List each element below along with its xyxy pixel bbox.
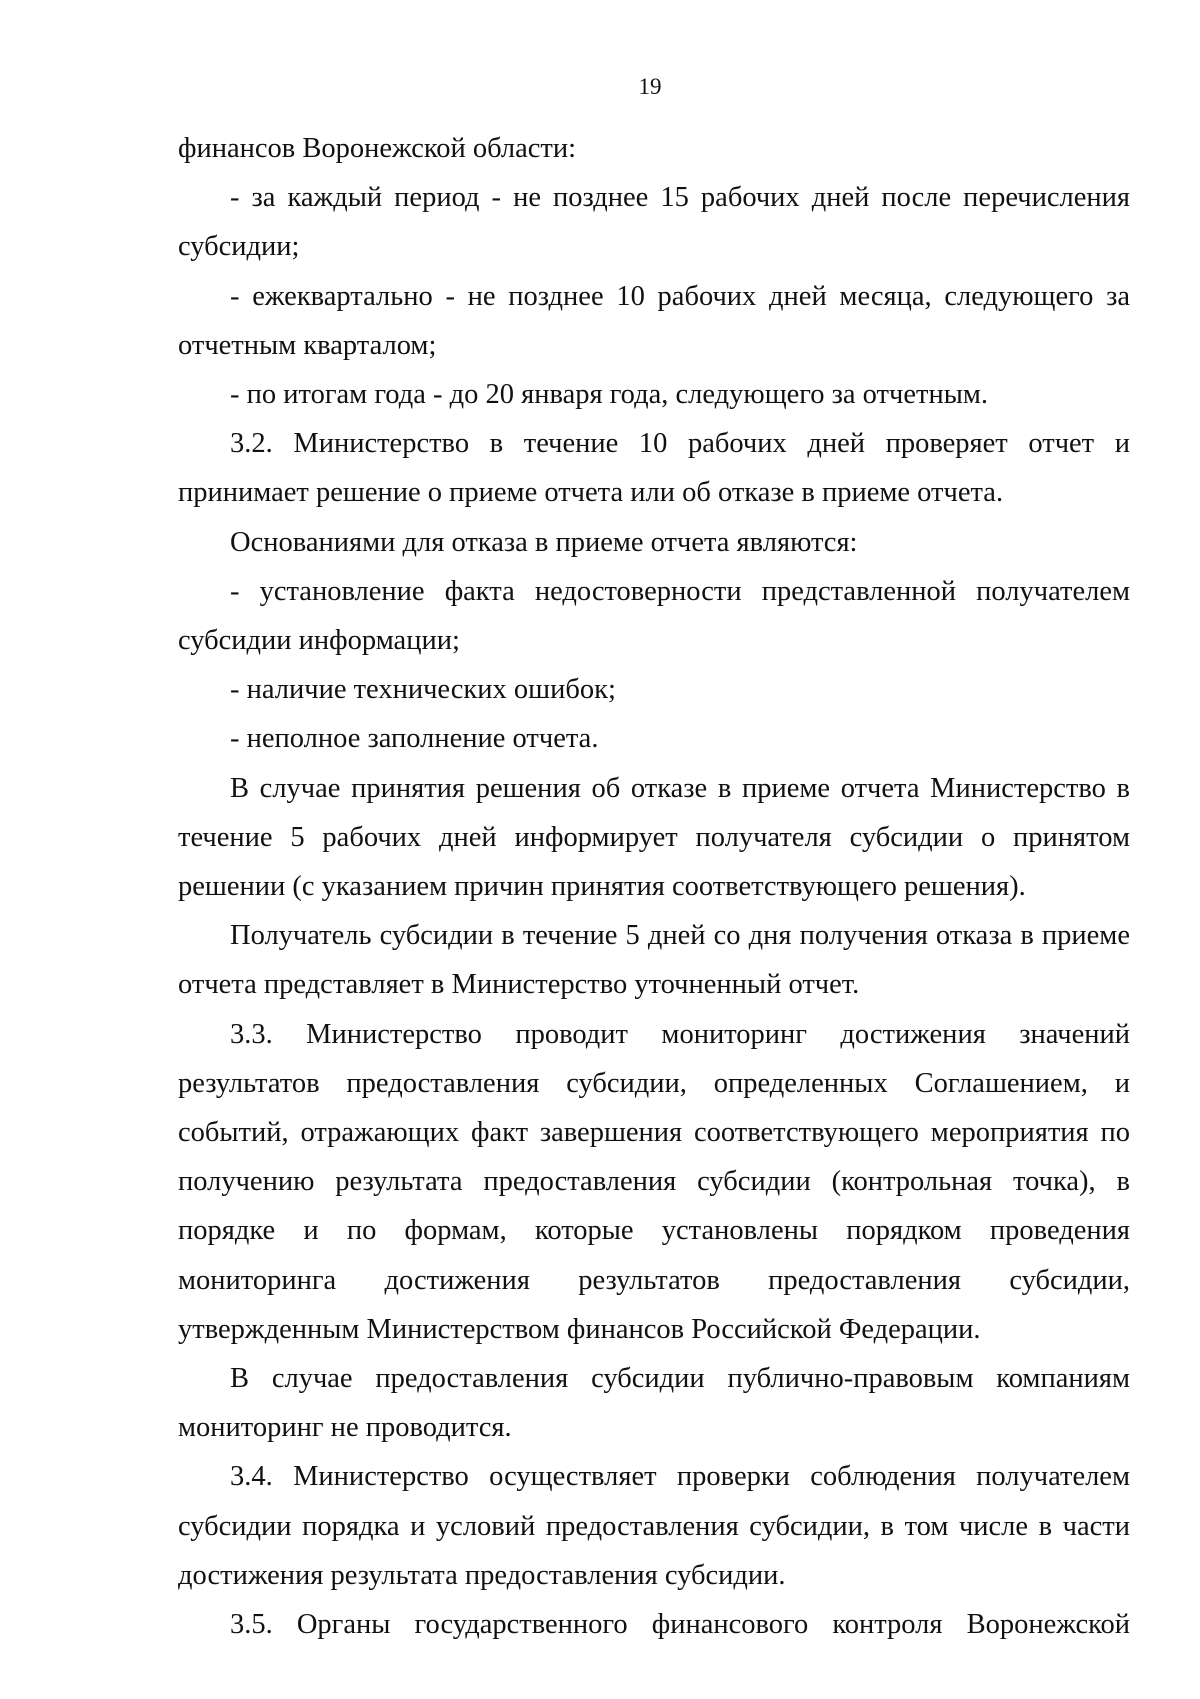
paragraph: финансов Воронежской области: [178,133,577,164]
paragraph: - наличие технических ошибок; [230,674,616,706]
paragraph: 3.3. Министерство проводит мониторинг достижения значений результатов предоставления субсидии, определенных Соглашением, и событий, отражающих факт завершения соответствующего мероприятия по получению результата предоставления субсидии (контрольная точка), в порядке и по формам, которые установлены порядком проведения мониторинга достижения результатов предоставления субсидии, утвержденным Министерством финансов Российской Федерации. [178,1018,1130,1345]
paragraph: - неполное заполнение отчета. [230,723,599,755]
document-body [178,124,1130,1649]
paragraph: 3.2. Министерство в течение 10 рабочих дней проверяет отчет и принимает решение о приеме отчета или об отказе в приеме отчета. [178,428,1130,509]
paragraph: В случае предоставления субсидии публично-правовым компаниям мониторинг не проводится. [178,1363,1130,1444]
page-number: 19 [638,74,662,99]
paragraph: Основаниями для отказа в приеме отчета являются: [230,526,858,558]
paragraph: В случае принятия решения об отказе в приеме отчета Министерство в течение 5 рабочих дней информирует получателя субсидии о принятом решении (с указанием причин принятия соответствующего решения). [178,772,1130,903]
paragraph: 3.5. Органы государственного финансового контроля Воронежской [230,1609,1130,1641]
paragraph: - установление факта недостоверности представленной получателем субсидии информации; [178,575,1130,657]
paragraph: - ежеквартально - не позднее 10 рабочих дней месяца, следующего за отчетным кварталом; [178,280,1130,361]
paragraph: - по итогам года - до 20 января года, следующего за отчетным. [230,379,989,411]
paragraph: 3.4. Министерство осуществляет проверки соблюдения получателем субсидии порядка и условий предоставления субсидии, в том числе в части достижения результата предоставления субсидии. [178,1461,1130,1591]
paragraph: - за каждый период - не позднее 15 рабочих дней после перечисления субсидии; [178,182,1130,263]
paragraph: Получатель субсидии в течение 5 дней со дня получения отказа в приеме отчета представляет в Министерство уточненный отчет. [178,920,1130,1001]
